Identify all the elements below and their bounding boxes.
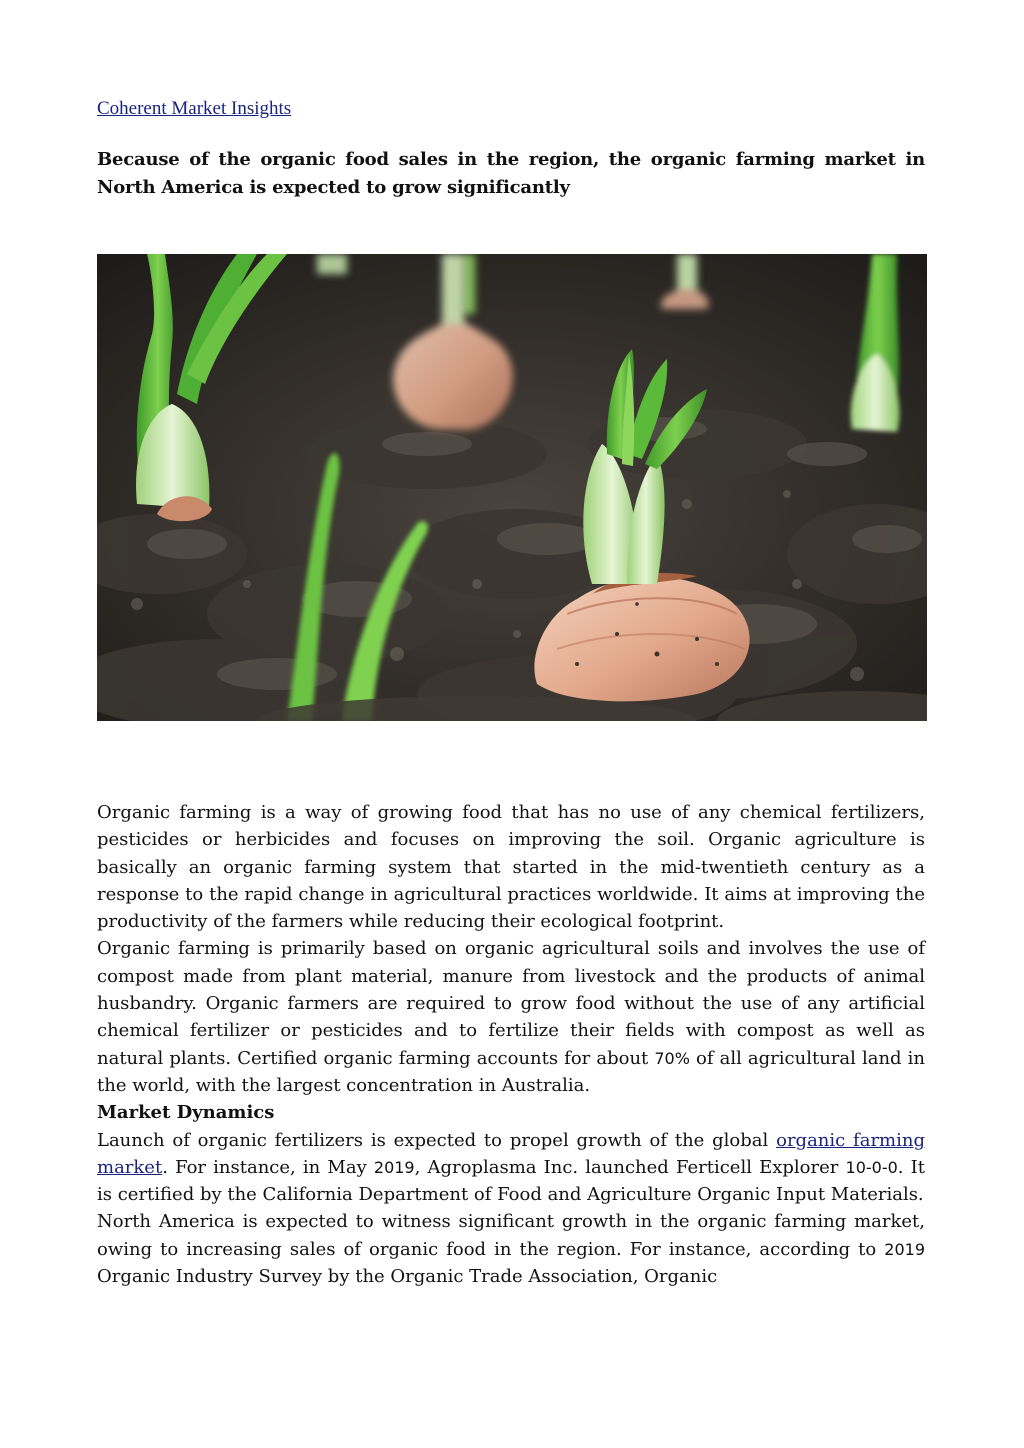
hero-image [97,254,927,721]
section-heading: Market Dynamics [97,1102,275,1124]
launch-year: 2019 [373,1157,415,1177]
paragraph-north-america-text-b: Organic Industry Survey by the Organic Trade Association, Organic [97,1266,718,1288]
paragraph-intro [97,799,925,935]
organic-farming-market-link[interactable]: organic farming market [97,1129,925,1178]
paragraph-dynamics-text-a: Launch of organic fertilizers is expected to propel growth of the global [97,1129,777,1151]
paragraph-dynamics-text-d: . It is certified by the California Department of Food and Agriculture Organic Input Materials. [97,1156,925,1206]
article-title: Because of the organic food sales in the region, the organic farming market in North America is expected to grow significantly [97,149,925,198]
source-link[interactable]: Coherent Market Insights [97,98,292,119]
paragraph-basis-text-b: of all agricultural land in the world, with the largest concentration in Australia. [97,1047,925,1096]
paragraph-north-america-text-a: North America is expected to witness significant growth in the organic farming market, owing to increasing sales of organic food in the region. For instance, according to [97,1211,925,1260]
paragraph-dynamics-text-b: . For instance, in May [162,1156,374,1178]
survey-year: 2019 [884,1239,925,1259]
paragraph-dynamics [97,1127,925,1209]
paragraph-north-america [97,1208,925,1290]
percent-value: 70% [654,1048,690,1068]
paragraph-basis-text-a: Organic farming is primarily based on organic agricultural soils and involves the use of compost made from plant material, manure from livestock and the products of animal husbandry. Organic farmers are required to grow food without the use of any artificial chemical fertilizer or pesticides and to fertilize their fields with compost as well as natural plants. Certified organic farming accounts for about [97,938,925,1069]
paragraph-intro-text: Organic farming is a way of growing food that has no use of any chemical fertilizers, pesticides or herbicides and focuses on improving the soil. Organic agriculture is basically an organic farming system that started in the mid-twentieth century as a response to the rapid change in agricultural practices worldwide. It aims at improving the productivity of the farmers while reducing their ecological footprint. [97,802,925,933]
paragraph-dynamics-text-c: , Agroplasma Inc. launched Ferticell Explorer [414,1156,846,1178]
paragraph-basis [97,935,925,1099]
article-body [97,799,925,1290]
product-grade: 10-0-0 [845,1157,898,1177]
